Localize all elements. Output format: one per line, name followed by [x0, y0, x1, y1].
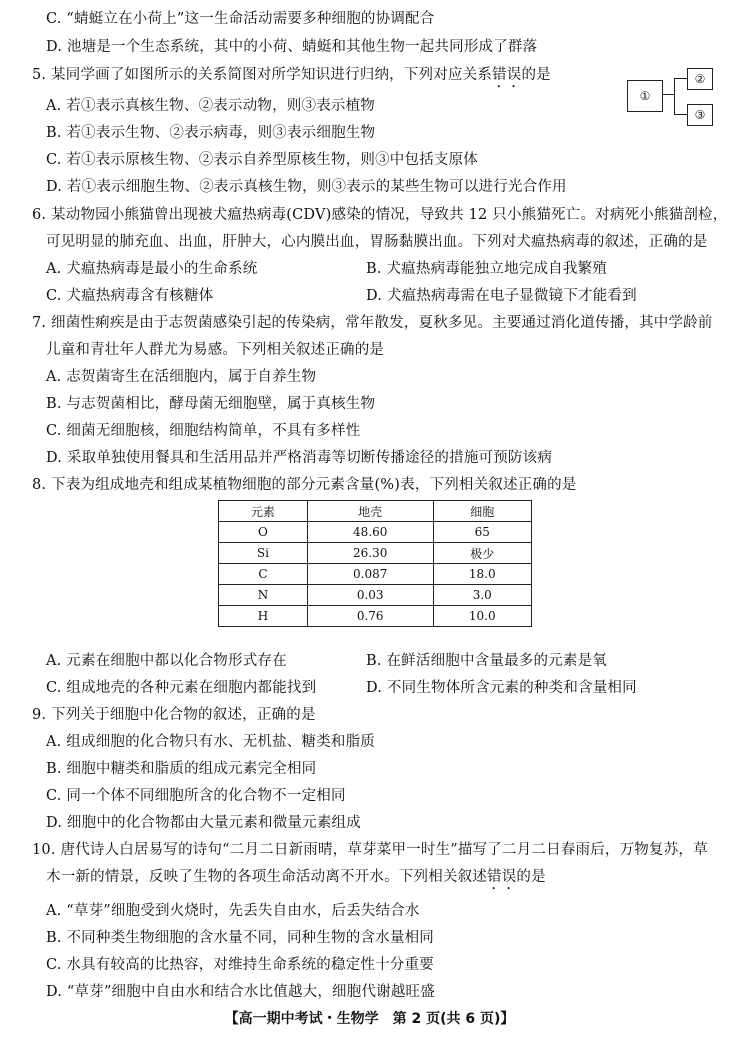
- q9-option-b: B. 细胞中糖类和脂质的组成元素完全相同: [46, 761, 317, 777]
- q4-option-c: C. “蜻蜓立在小荷上”这一生命活动需要多种细胞的协调配合: [46, 11, 435, 27]
- q6-option-b: B. 犬瘟热病毒能独立地完成自我繁殖: [366, 261, 607, 277]
- table-header-cell: 地壳: [307, 501, 433, 522]
- relationship-diagram: [627, 68, 715, 126]
- q8-option-a: A. 元素在细胞中都以化合物形式存在: [46, 653, 287, 669]
- table-cell: N: [219, 585, 308, 606]
- table-cell: O: [219, 522, 308, 543]
- diagram-box-1: ①: [627, 80, 663, 112]
- q9-option-a: A. 组成细胞的化合物只有水、无机盐、糖类和脂质: [46, 734, 375, 750]
- table-cell: 0.087: [307, 564, 433, 585]
- table-cell: 18.0: [433, 564, 532, 585]
- q8-option-c: C. 组成地壳的各种元素在细胞内都能找到: [46, 680, 317, 696]
- q6-stem-line-2: 可见明显的肺充血、出血，肝肿大，心内膜出血，胃肠黏膜出血。下列对犬瘟热病毒的叙述，正确的是: [46, 234, 708, 250]
- q6-option-c: C. 犬瘟热病毒含有核糖体: [46, 288, 214, 304]
- table-cell: H: [219, 606, 308, 627]
- q10-option-b: B. 不同种类生物细胞的含水量不同，同种生物的含水量相同: [46, 930, 434, 946]
- table-row: [219, 564, 532, 585]
- table-cell: 48.60: [307, 522, 433, 543]
- q10-stem-line-1: 10. 唐代诗人白居易写的诗句“二月二日新雨晴，草芽菜甲一时生”描写了二月二日春雨后，万物复苏，草: [32, 842, 708, 858]
- q7-stem-line-2: 儿童和青壮年人群尤为易感。下列相关叙述正确的是: [46, 342, 385, 358]
- q7-option-d: D. 采取单独使用餐具和生活用品并严格消毒等切断传播途径的措施可预防该病: [46, 450, 553, 466]
- q10-stem-text: 木一新的情景，反映了生物的各项生命活动离不开水。下列相关叙述: [46, 869, 487, 885]
- table-cell: 极少: [433, 543, 532, 564]
- q5-emphasis: 错误: [492, 67, 522, 83]
- element-content-table: [218, 500, 532, 627]
- q5-option-b: B. 若①表示生物、②表示病毒，则③表示细胞生物: [46, 125, 376, 141]
- table-cell: 0.03: [307, 585, 433, 606]
- q10-option-d: D. “草芽”细胞中自由水和结合水比值越大，细胞代谢越旺盛: [46, 984, 435, 1000]
- q7-option-c: C. 细菌无细胞核，细胞结构简单，不具有多样性: [46, 423, 361, 439]
- table-row: [219, 522, 532, 543]
- table-header-cell: 元素: [219, 501, 308, 522]
- q5-stem-end: 的是: [521, 67, 551, 83]
- table-row: [219, 585, 532, 606]
- q8-option-d: D. 不同生物体所含元素的种类和含量相同: [366, 680, 637, 696]
- q5-option-a: A. 若①表示真核生物、②表示动物，则③表示植物: [46, 98, 375, 114]
- diagram-connector: [674, 114, 687, 115]
- table-cell: C: [219, 564, 308, 585]
- q6-stem-line-1: 6. 某动物园小熊猫曾出现被犬瘟热病毒(CDV)感染的情况，导致共 12 只小熊猫死亡。对病死小熊猫剖检，: [32, 207, 728, 223]
- table-cell: 10.0: [433, 606, 532, 627]
- diagram-box-2: ②: [687, 68, 713, 90]
- diagram-box-3: ③: [687, 104, 713, 126]
- q5-stem: [32, 66, 551, 91]
- q7-option-b: B. 与志贺菌相比，酵母菌无细胞壁，属于真核生物: [46, 396, 376, 412]
- q5-option-c: C. 若①表示原核生物、②表示自养型原核生物，则③中包括支原体: [46, 152, 478, 168]
- table-row: [219, 606, 532, 627]
- q4-option-d: D. 池塘是一个生态系统，其中的小荷、蜻蜓和其他生物一起共同形成了群落: [46, 39, 538, 55]
- table-row: [219, 543, 532, 564]
- q7-option-a: A. 志贺菌寄生在活细胞内，属于自养生物: [46, 369, 317, 385]
- q10-option-a: A. “草芽”细胞受到火烧时，先丢失自由水，后丢失结合水: [46, 903, 420, 919]
- q6-option-a: A. 犬瘟热病毒是最小的生命系统: [46, 261, 258, 277]
- q5-stem-text: 5. 某同学画了如图所示的关系简图对所学知识进行归纳，下列对应关系: [32, 67, 493, 83]
- table-cell: 3.0: [433, 585, 532, 606]
- q10-emphasis: 错误: [487, 869, 517, 885]
- table-cell: Si: [219, 543, 308, 564]
- page-footer: 【高一期中考试・生物学 第 2 页(共 6 页)】: [224, 1011, 515, 1027]
- table-header-row: [219, 501, 532, 522]
- diagram-connector: [674, 78, 687, 79]
- table-cell: 0.76: [307, 606, 433, 627]
- q7-stem-line-1: 7. 细菌性痢疾是由于志贺菌感染引起的传染病，常年散发，夏秋多见。主要通过消化道传播，其中学龄前: [32, 315, 713, 331]
- table-cell: 26.30: [307, 543, 433, 564]
- q5-option-d: D. 若①表示细胞生物、②表示真核生物，则③表示的某些生物可以进行光合作用: [46, 179, 567, 195]
- q9-stem: 9. 下列关于细胞中化合物的叙述，正确的是: [32, 707, 316, 723]
- q10-option-c: C. 水具有较高的比热容，对维持生命系统的稳定性十分重要: [46, 957, 434, 973]
- table-header-cell: 细胞: [433, 501, 532, 522]
- q9-option-c: C. 同一个体不同细胞所含的化合物不一定相同: [46, 788, 346, 804]
- q6-option-d: D. 犬瘟热病毒需在电子显微镜下才能看到: [366, 288, 637, 304]
- table-cell: 65: [433, 522, 532, 543]
- q8-stem: 8. 下表为组成地壳和组成某植物细胞的部分元素含量(%)表，下列相关叙述正确的是: [32, 477, 577, 493]
- diagram-connector: [661, 94, 675, 95]
- q10-stem-end: 的是: [516, 869, 546, 885]
- diagram-connector: [674, 78, 675, 115]
- q10-stem-line-2: [46, 868, 546, 893]
- q9-option-d: D. 细胞中的化合物都由大量元素和微量元素组成: [46, 815, 361, 831]
- q8-option-b: B. 在鲜活细胞中含量最多的元素是氧: [366, 653, 607, 669]
